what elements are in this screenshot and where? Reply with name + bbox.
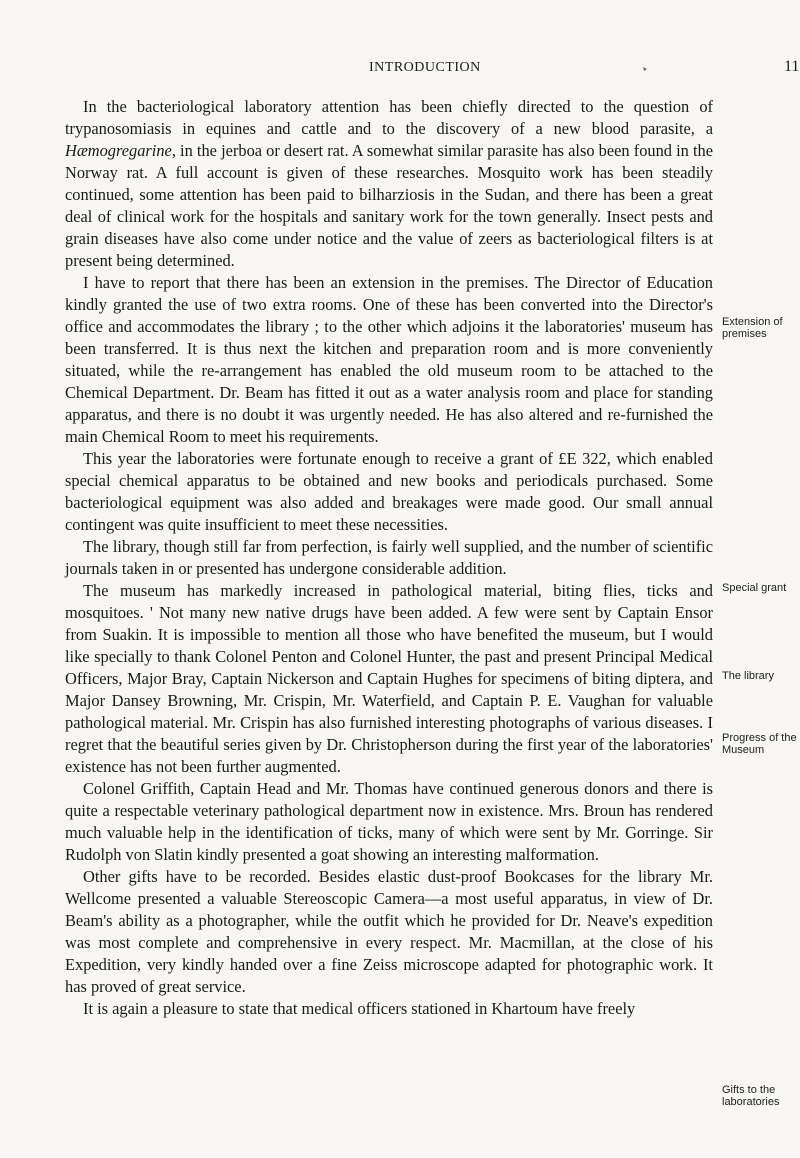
margin-note-gifts: Gifts to the laboratories: [722, 1084, 780, 1108]
margin-note-library: The library: [722, 670, 774, 682]
margin-note-extension: Extension of premises: [722, 316, 783, 340]
italic-term: Hæmogregarine,: [65, 141, 176, 160]
paragraph-text: In the bacteriological laboratory attention has been chiefly directed to the question of trypanosomiasis in equines and cattle and to the discovery of a new blood parasite, a: [65, 97, 713, 138]
paragraph-gifts: Other gifts have to be recorded. Besides elastic dust-proof Bookcases for the library Mr. Wellcome presented a valuable Stereoscopic Camera—a most useful apparatus, in view of Dr. Beam's ability as a photographer, while the outfit which he provided for Dr. Neave's expedition was most complete and comprehensive in every respect. Mr. Macmillan, at the close of his Expedition, very kindly handed over a fine Zeiss microscope adapted for photographic work. It has proved of great service.: [65, 867, 713, 996]
paragraph-museum: The museum has markedly increased in pathological material, biting flies, ticks and mosquitoes. ' Not many new native drugs have been added. A few were sent by Captain Ensor from Suakin. It is impossible to mention all those who have benefited the museum, but I would like specially to thank Colonel Penton and Colonel Hunter, the past and present Principal Medical Officers, Major Bray, Captain Nickerson and Captain Hughes for specimens of biting diptera, and Major Dansey Browning, Mr. Crispin, Mr. Waterfield, and Captain P. E. Vaughan for valuable pathological material. Mr. Crispin has also furnished interesting photographs of various diseases. I regret that the beautiful series given by Dr. Christopherson during the first year of the laboratories' existence has not been further augmented.: [65, 581, 713, 776]
running-title: INTRODUCTION: [369, 60, 481, 75]
margin-note-special-grant: Special grant: [722, 582, 787, 594]
margin-note-museum: Progress of the Museum: [722, 732, 797, 756]
paragraph-grant: This year the laboratories were fortunate enough to receive a grant of £E 322, which enabled special chemical apparatus to be obtained and new books and periodicals purchased. Some bacteriological equipment was also added and breakages were made good. Our small annual contingent was quite insufficient to meet these necessities.: [65, 449, 713, 534]
page-header: [0, 60, 800, 84]
paragraph-closing: It is again a pleasure to state that medical officers stationed in Khartoum have freely: [83, 999, 636, 1018]
paragraph-text: in the jerboa or desert rat. A somewhat similar parasite has also been found in the Norway rat. A full account is given of these researches. Mosquito work has been steadily continued, some attention has been paid to bilharziosis in the Sudan, and there has been a great deal of clinical work for the hospitals and sanitary work for the town generally. Insect pests and grain diseases have also come under notice and the value of zeers as bacteriological filters is at present being determined.: [65, 141, 713, 270]
paragraph-donors: Colonel Griffith, Captain Head and Mr. Thomas have continued generous donors and there is quite a respectable veterinary pathological department now in existence. Mrs. Broun has rendered much valuable help in the identification of ticks, many of which were sent by Mr. Gorringe. Sir Rudolph von Slatin kindly presented a goat showing an interesting malformation.: [65, 779, 713, 864]
page-number: 11: [784, 58, 800, 75]
ink-speck: [642, 66, 648, 72]
paragraph-extension: I have to report that there has been an extension in the premises. The Director of Education kindly granted the use of two extra rooms. One of these has been converted into the Director's office and accommodates the library ; to the other which adjoins it the laboratories' museum has been transferred. It is thus next the kitchen and preparation room and is more conveniently situated, while the re-arrangement has enabled the old museum room to be attached to the Chemical Department. Dr. Beam has fitted it out as a water analysis room and place for standing apparatus, and there is no doubt it was urgently needed. He has also altered and re-furnished the main Chemical Room to meet his requirements.: [65, 273, 713, 446]
body-text: [65, 96, 713, 1020]
paragraph-bacteriological: [65, 96, 713, 272]
paragraph-library: The library, though still far from perfection, is fairly well supplied, and the number of scientific journals taken in or presented has undergone considerable addition.: [65, 537, 713, 578]
